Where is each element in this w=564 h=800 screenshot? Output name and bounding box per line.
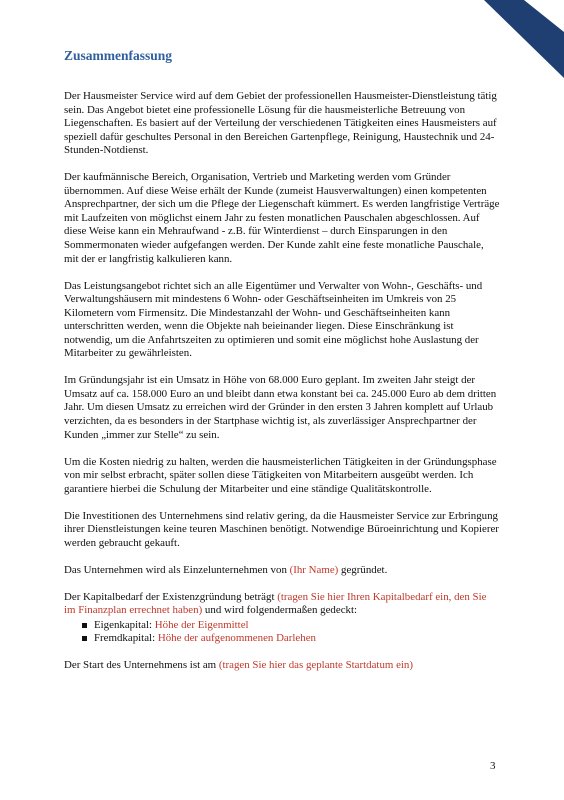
paragraph-revenue: Im Gründungsjahr ist ein Umsatz in Höhe von 68.000 Euro geplant. Im zweiten Jahr steigt der Umsatz auf ca. 158.000 Euro an und bleibt dann etwa konstant bei ca. 245.000 Euro ab dem dritten Jahr. Um diesen Umsatz zu erreichen wird der Gründer in den ersten 3 Jahren komplett auf Urlaub verzichten, da es besonders in der Startphase wichtig ist, als zuverlässiger Ansprechpartner der Kunden „immer zur Stelle“ zu sein. bbox=[64, 374, 497, 441]
paragraph-overview: Der Hausmeister Service wird auf dem Gebiet der professionellen Hausmeister-Dienstleistung tätig sein. Das Angebot bietet eine professionelle Lösung für die hausmeisterliche Betreuung von Liegenschaften. Es basiert auf der Verteilung der verschiedenen Tätigkeiten eines Hausmeisters auf speziell dafür geschultes Personal in den Bereichen Gartenpflege, Reinigung, Haustechnik und 24-Stunden-Notdienst. bbox=[64, 90, 497, 157]
placeholder-equity: Höhe der Eigenmittel bbox=[154, 618, 249, 631]
paragraph-start-date bbox=[64, 659, 500, 673]
placeholder-debt: Höhe der aufgenommenen Darlehen bbox=[157, 632, 316, 645]
ribbon-label: Businessplan bbox=[468, 21, 526, 70]
text: Das Unternehmen wird als Einzelunternehmen von bbox=[64, 563, 290, 576]
placeholder-capital-need: (tragen Sie hier Ihren Kapitalbedarf ein, den Sie im Finanzplan errechnet haben) bbox=[64, 590, 487, 617]
text: gegründet. bbox=[338, 563, 388, 576]
paragraph-investments: Die Investitionen des Unternehmens sind relativ gering, da die Hausmeister Service zur Erbringung ihrer Dienstleistungen keine teuren Maschinen benötigt. Notwendige Büroeinrichtung und Kopierer werden gebraucht gekauft. bbox=[64, 509, 499, 549]
text: Der Kapitalbedarf der Existenzgründung beträgt bbox=[64, 590, 278, 603]
paragraph-legal-form bbox=[64, 564, 500, 578]
paragraph-organisation: Der kaufmännische Bereich, Organisation, Vertrieb und Marketing werden vom Gründer übernommen. Auf diese Weise erhält der Kunde (zumeist Hausverwaltungen) einen kompetenten Ansprechpartner, der sich um die Pflege der Liegenschaft kümmert. Es werden langfristige Verträge mit Laufzeiten von möglichst einem Jahr zu festen monatlichen Pauschalen abgeschlossen. Auf diese Weise kann ein Mehraufwand - z.B. für Winterdienst – durch Einsparungen in den Sommermonaten wieder aufgefangen werden. Der Kunde zahlt eine feste monatliche Pauschale, mit der er langfristig kalkulieren kann. bbox=[64, 171, 500, 265]
paragraph-target-market: Das Leistungsangebot richtet sich an alle Eigentümer und Verwalter von Wohn-, Geschäfts- und Verwaltungshäusern mit mindestens 6 Wohn- oder Geschäftseinheiten im Umkreis von 25 Kilometern vom Firmensitz. Die Mindestanzahl der Wohn- und Geschäftseinheiten kann unterschritten werden, wenn die Objekte nah beieinander liegen. Diese Einschränkung ist notwendig, um die Anfahrtszeiten zu optimieren und somit eine möglichst hohe Auslastung der Mitarbeiter zu gewährleisten. bbox=[64, 279, 483, 360]
capital-list bbox=[64, 619, 500, 646]
page-number: 3 bbox=[490, 760, 496, 772]
document-page bbox=[64, 48, 500, 686]
list-item-debt bbox=[82, 632, 500, 646]
list-item-label: Fremdkapital: bbox=[94, 632, 158, 645]
paragraph-costs: Um die Kosten niedrig zu halten, werden die hausmeisterlichen Tätigkeiten in der Gründungsphase von mir selbst erbracht, später sollen diese Tätigkeiten von Mitarbeitern ausgeübt werden. Ich garantiere hierbei die Schulung der Mitarbeiter und eine ständige Qualitätskontrolle. bbox=[64, 455, 497, 495]
paragraph-capital-need bbox=[64, 591, 500, 618]
placeholder-owner-name: (Ihr Name) bbox=[289, 563, 339, 576]
page-title: Zusammenfassung bbox=[64, 48, 173, 63]
list-item-equity bbox=[82, 619, 500, 633]
text: und wird folgendermaßen gedeckt: bbox=[202, 604, 358, 617]
list-item-label: Eigenkapital: bbox=[94, 618, 155, 631]
text: Der Start des Unternehmens ist am bbox=[64, 659, 219, 672]
placeholder-start-date: (tragen Sie hier das geplante Startdatum ein) bbox=[218, 659, 414, 672]
